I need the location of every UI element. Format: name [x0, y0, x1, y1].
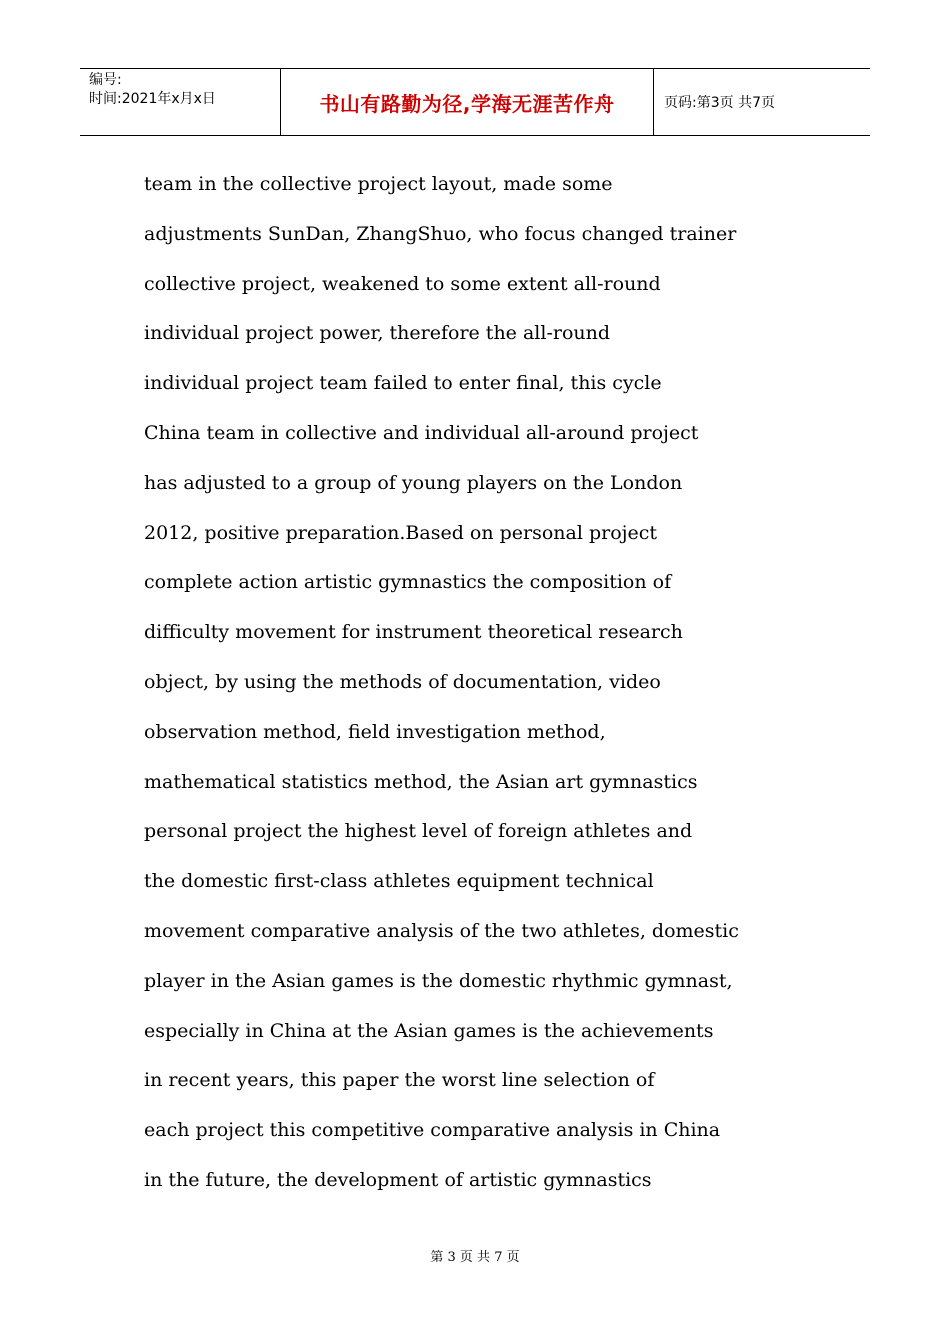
body-text-line: has adjusted to a group of young players on the London	[144, 471, 683, 494]
header-motto: 书山有路勤为径,学海无涯苦作舟	[319, 91, 615, 116]
body-text-line: individual project team failed to enter final, this cycle	[144, 372, 662, 395]
header-meta	[80, 69, 281, 135]
document-number-label: 编号:	[89, 72, 122, 88]
body-text-line: collective project, weakened to some extent all-round	[144, 272, 661, 295]
header-page-info-cell	[654, 69, 870, 135]
body-text-line: complete action artistic gymnastics the composition of	[144, 571, 672, 594]
body-text-line: China team in collective and individual all-around project	[144, 421, 699, 444]
body-text-line: observation method, field investigation method,	[144, 720, 606, 743]
body-text	[144, 160, 834, 1206]
body-text-line: in recent years, this paper the worst line selection of	[144, 1069, 655, 1092]
page-footer: 第 3 页 共 7 页	[430, 1250, 520, 1265]
body-text-line: team in the collective project layout, made some	[144, 173, 613, 195]
body-text-line: individual project power, therefore the all-round	[144, 322, 611, 345]
body-text-line: object, by using the methods of documentation, video	[144, 670, 661, 693]
page-header	[80, 68, 870, 136]
body-text-line: each project this competitive comparative analysis in China	[144, 1119, 721, 1142]
body-text-line: mathematical statistics method, the Asian art gymnastics	[144, 770, 698, 793]
body-text-line: difficulty movement for instrument theoretical research	[144, 621, 683, 644]
document-date: 时间:2021年x月x日	[89, 91, 216, 107]
body-text-line: movement comparative analysis of the two athletes, domestic	[144, 919, 739, 942]
body-text-line: especially in China at the Asian games is the achievements	[144, 1019, 714, 1042]
header-motto-cell	[281, 69, 654, 135]
body-text-line: in the future, the development of artistic gymnastics	[144, 1168, 652, 1191]
body-text-line: the domestic first-class athletes equipment technical	[144, 870, 654, 893]
body-text-line: 2012, positive preparation.Based on personal project	[144, 521, 658, 544]
body-text-line: personal project the highest level of foreign athletes and	[144, 820, 693, 843]
body-text-line: adjustments SunDan, ZhangShuo, who focus changed trainer	[144, 222, 737, 245]
header-page-info: 页码:第3页 共7页	[664, 95, 775, 111]
body-text-line: player in the Asian games is the domestic rhythmic gymnast,	[144, 969, 733, 992]
